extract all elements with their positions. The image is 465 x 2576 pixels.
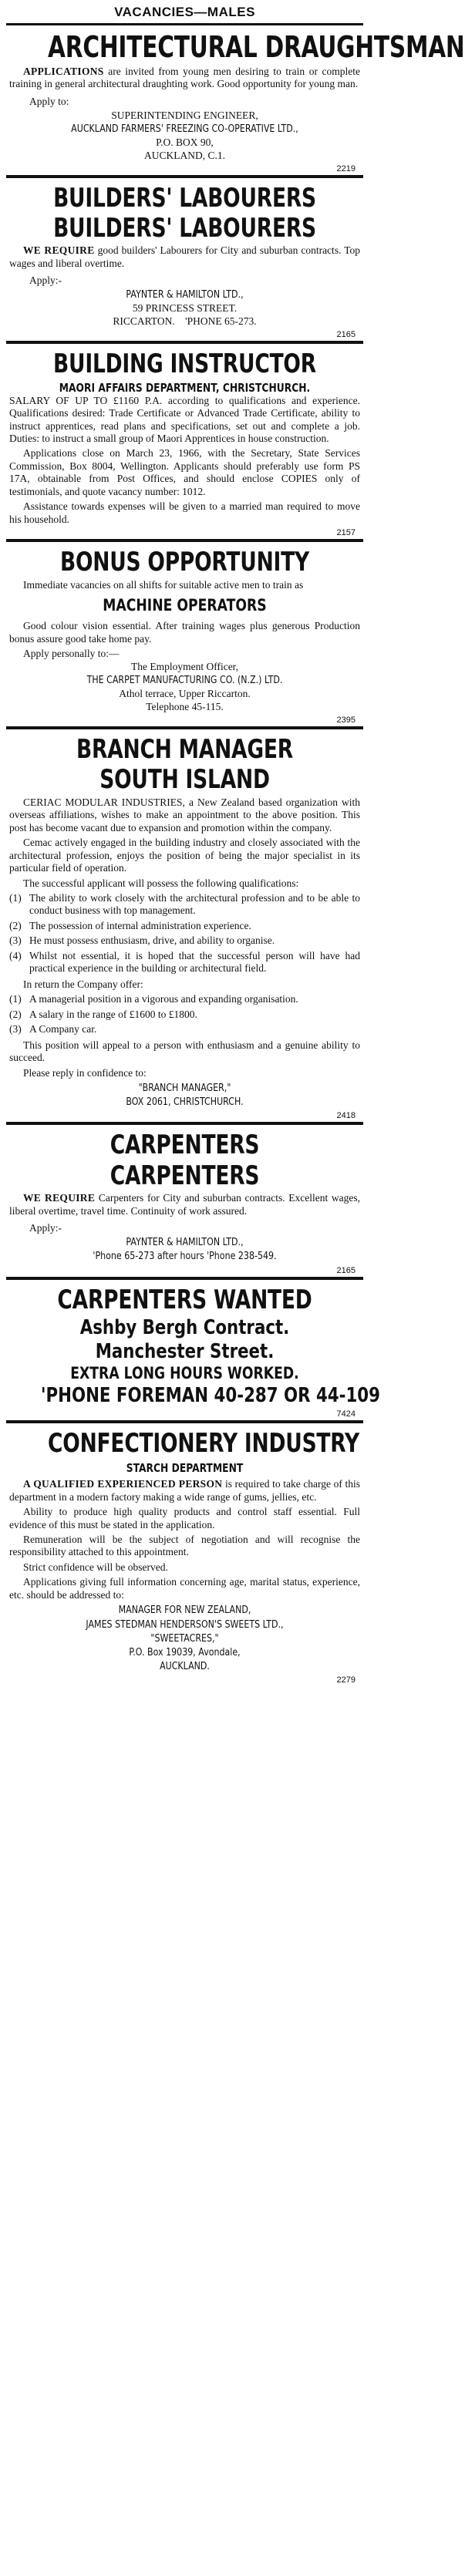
list-text: A salary in the range of £1600 to £1800. bbox=[29, 1008, 197, 1020]
ad-reference-number: 7424 bbox=[336, 1409, 355, 1419]
ad-reference-number: 2165 bbox=[336, 1265, 355, 1275]
ad-paragraph: Good colour vision essential. After training wages plus generous Production bonus assure good take home pay. bbox=[9, 620, 360, 645]
ad-lead: APPLICATIONS bbox=[23, 65, 104, 77]
list-number: (3) bbox=[9, 934, 22, 947]
ad-paragraph: Please reply in confidence to: bbox=[23, 1066, 147, 1079]
ad-building-instructor bbox=[6, 344, 363, 542]
address-line: Athol terrace, Upper Riccarton. bbox=[119, 688, 251, 700]
apply-label: Apply:- bbox=[29, 274, 62, 287]
list-number: (2) bbox=[9, 1008, 22, 1020]
list-item bbox=[9, 950, 360, 975]
ad-branch-manager bbox=[6, 729, 363, 1126]
ad-headline: CARPENTERS bbox=[110, 1130, 260, 1161]
ad-reference-number: 2165 bbox=[336, 330, 355, 340]
telephone-line: 'Phone 65-273 after hours 'Phone 238-549. bbox=[93, 1251, 277, 1263]
ad-reference-number: 2395 bbox=[336, 715, 355, 725]
address-line: SUPERINTENDING ENGINEER, bbox=[111, 109, 258, 121]
list-item bbox=[9, 934, 360, 947]
ad-body bbox=[9, 1192, 360, 1217]
ad-paragraph: Ability to produce high quality products and control staff essential. Full evidence of this must be stated in the application. bbox=[9, 1506, 360, 1530]
list-item bbox=[9, 1023, 360, 1035]
ad-paragraph: Applications close on March 23, 1966, with the Secretary, State Services Commission, Box 8004, Wellington. Applicants should preferably use form PS 17A, obtainable from Post Offices, and should enclose COPIES only of testimonials, and quote vacancy number: 1012. bbox=[9, 447, 360, 497]
ad-reference-number: 2157 bbox=[336, 528, 355, 538]
ad-body-text: is required to take charge of this department in a modern factory making a wide range of gums, jellies, etc. bbox=[9, 1478, 360, 1503]
ad-headline: ARCHITECTURAL DRAUGHTSMAN bbox=[48, 30, 465, 64]
ad-body bbox=[9, 244, 360, 270]
ad-body bbox=[9, 1478, 360, 1504]
ad-subhead: MACHINE OPERATORS bbox=[103, 596, 267, 615]
ad-headline: BUILDERS' LABOURERS bbox=[53, 212, 316, 244]
list-item bbox=[9, 920, 360, 932]
telephone-line: Telephone 45-115. bbox=[146, 701, 224, 713]
ad-paragraph: Immediate vacancies on all shifts for suitable active men to train as bbox=[23, 578, 304, 591]
ad-paragraph: Strict confidence will be observed. bbox=[23, 1561, 168, 1573]
list-number: (1) bbox=[9, 993, 22, 1005]
ad-paragraph: Assistance towards expenses will be given to a married man required to move his household. bbox=[9, 500, 360, 525]
ad-headline: BRANCH MANAGER bbox=[76, 733, 293, 765]
vacancies-page bbox=[6, 0, 465, 1686]
list-text: A managerial position in a vigorous and expanding organisation. bbox=[29, 993, 298, 1005]
offers-list bbox=[9, 993, 360, 1035]
address-line: AUCKLAND. bbox=[160, 1661, 210, 1673]
list-number: (3) bbox=[9, 1023, 22, 1035]
company-name: JAMES STEDMAN HENDERSON'S SWEETS LTD., bbox=[86, 1618, 284, 1631]
list-item bbox=[9, 892, 360, 918]
ad-paragraph: Cemac actively engaged in the building industry and closely associated with the architectural profession, enjoys the position of being the major specialist in its particular field of operation. bbox=[9, 837, 360, 874]
ad-headline: SOUTH ISLAND bbox=[99, 764, 270, 796]
apply-label: Apply personally to:— bbox=[23, 648, 120, 660]
section-header: VACANCIES—MALES bbox=[6, 0, 363, 25]
ad-body bbox=[9, 66, 360, 91]
company-name: PAYNTER & HAMILTON LTD., bbox=[126, 289, 244, 301]
list-number: (1) bbox=[9, 892, 22, 904]
ad-headline: CARPENTERS bbox=[110, 1160, 260, 1191]
ad-confectionery-industry bbox=[6, 1423, 363, 1687]
reply-line: "BRANCH MANAGER," bbox=[138, 1083, 231, 1095]
ad-headline: BONUS OPPORTUNITY bbox=[59, 547, 310, 578]
ad-subhead: STARCH DEPARTMENT bbox=[126, 1461, 244, 1476]
ad-body-text: are invited from young men desiring to train or complete training in general architectural draughting work. Good opportunity for young man. bbox=[9, 65, 361, 90]
ad-paragraph: This position will appeal to a person with enthusiasm and a genuine ability to succeed. bbox=[9, 1039, 360, 1064]
list-text: He must possess enthusiasm, drive, and ability to organise. bbox=[29, 934, 275, 947]
ad-paragraph: CERIAC MODULAR INDUSTRIES, a New Zealand based organization with overseas affiliations, wishes to make an appointment to the above position. This post has become vacant due to expansion and promotion within the company. bbox=[9, 796, 360, 833]
company-name: AUCKLAND FARMERS' FREEZING CO-OPERATIVE LTD., bbox=[71, 123, 298, 135]
ad-paragraph: Applications giving full information concerning age, marital status, experience, etc. should be addressed to: bbox=[9, 1576, 360, 1601]
ad-lead: WE REQUIRE bbox=[23, 1192, 96, 1204]
address-line: P.O. BOX 90, bbox=[156, 136, 214, 148]
ad-architectural-draughtsman bbox=[6, 25, 465, 178]
ad-reference-number: 2219 bbox=[336, 163, 355, 173]
ad-paragraph: The successful applicant will possess the following qualifications: bbox=[23, 877, 299, 889]
ad-headline: BUILDERS' LABOURERS bbox=[53, 182, 316, 214]
ad-subhead: MAORI AFFAIRS DEPARTMENT, CHRISTCHURCH. bbox=[59, 380, 311, 395]
ad-headline: CARPENTERS WANTED bbox=[57, 1284, 312, 1315]
list-item bbox=[9, 993, 360, 1005]
ad-subhead: Ashby Bergh Contract. bbox=[79, 1315, 290, 1339]
ad-paragraph: In return the Company offer: bbox=[23, 978, 143, 990]
address-line: 59 PRINCESS STREET. bbox=[132, 302, 238, 315]
contact-title: The Employment Officer, bbox=[130, 661, 239, 673]
list-number: (4) bbox=[9, 949, 22, 961]
ad-builders-labourers bbox=[6, 178, 363, 345]
apply-to-label: Apply to: bbox=[29, 95, 69, 107]
ad-body-text: good builders' Labourers for City and suburban contracts. Top wages and liberal overtime. bbox=[9, 244, 361, 269]
qualifications-list bbox=[9, 892, 360, 975]
list-item bbox=[9, 1009, 360, 1021]
reply-line: BOX 2061, CHRISTCHURCH. bbox=[126, 1096, 244, 1109]
list-text: The ability to work closely with the architectural profession and to be able to conduct business with top management. bbox=[29, 892, 360, 917]
list-number: (2) bbox=[9, 919, 22, 931]
list-text: Whilst not essential, it is hoped that the successful person will have had practical experience in the building or architectural field. bbox=[29, 949, 360, 975]
ad-subhead: EXTRA LONG HOURS WORKED. bbox=[70, 1364, 299, 1383]
address-line: P.O. Box 19039, Avondale, bbox=[129, 1646, 241, 1658]
telephone-line: 'PHONE FOREMAN 40-287 OR 44-109 bbox=[40, 1383, 380, 1407]
company-name: THE CARPET MANUFACTURING CO. (N.Z.) LTD. bbox=[86, 675, 283, 687]
list-text: A Company car. bbox=[29, 1023, 97, 1035]
ad-reference-number: 2418 bbox=[336, 1111, 355, 1121]
ad-subhead: Manchester Street. bbox=[95, 1340, 275, 1364]
address-line: AUCKLAND, C.1. bbox=[143, 149, 225, 161]
ad-headline: CONFECTIONERY INDUSTRY bbox=[48, 1427, 360, 1459]
company-name: PAYNTER & HAMILTON LTD., bbox=[126, 1237, 244, 1249]
ad-headline: BUILDING INSTRUCTOR bbox=[53, 349, 316, 380]
ad-carpenters bbox=[6, 1125, 363, 1279]
list-text: The possession of internal administration experience. bbox=[29, 919, 251, 931]
ad-carpenters-wanted bbox=[6, 1280, 380, 1423]
ad-reference-number: 2279 bbox=[336, 1675, 355, 1685]
ad-body-text: Carpenters for City and suburban contracts. Excellent wages, liberal overtime, travel time. Continuity of work assured. bbox=[9, 1192, 361, 1217]
address-line: "SWEETACRES," bbox=[150, 1632, 219, 1645]
address-line: RICCARTON. 'PHONE 65-273. bbox=[113, 315, 257, 328]
ad-bonus-opportunity bbox=[6, 542, 363, 729]
ad-lead: WE REQUIRE bbox=[23, 244, 95, 257]
ad-paragraph: Remuneration will be the subject of negotiation and will recognise the responsibility attached to this appointment. bbox=[9, 1533, 360, 1558]
ad-lead: A QUALIFIED EXPERIENCED PERSON bbox=[23, 1478, 223, 1490]
ad-paragraph: SALARY OF UP TO £1160 P.A. according to qualifications and experience. Qualifications desired: Trade Certificate or Advanced Trade Certificate, ability to instruct apprentices, read plans and specifications, set out and complete a job. Duties: to instruct a small group of Maori Apprentices in house construction. bbox=[9, 394, 360, 444]
address-line: MANAGER FOR NEW ZEALAND, bbox=[118, 1605, 251, 1617]
apply-label: Apply:- bbox=[29, 1222, 62, 1234]
